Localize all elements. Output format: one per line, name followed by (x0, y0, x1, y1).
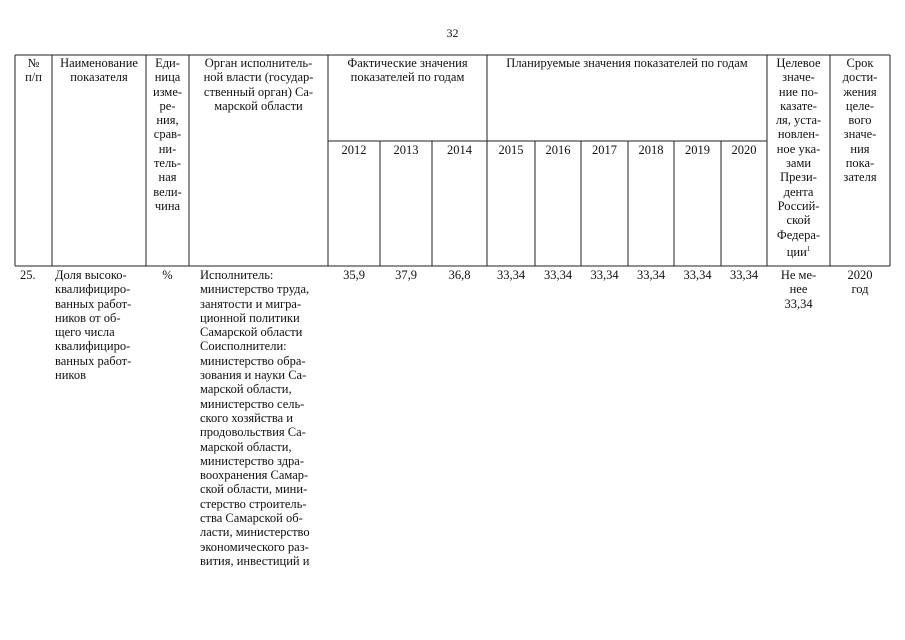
header-name: Наименование показателя (60, 56, 138, 85)
year-header: 2020 (731, 143, 757, 157)
header-unit: Еди- ница изме- ре- ния, срав- ни- тель- ная вели- чина (152, 56, 183, 213)
year-header: 2019 (685, 143, 710, 157)
actual-value: 36,8 (448, 268, 471, 282)
planned-value: 33,34 (636, 268, 666, 282)
row-num: 25. (20, 268, 36, 282)
year-header: 2016 (545, 143, 571, 157)
year-header: 2018 (638, 143, 664, 157)
row-name: Доля высоко- квалифициро- ванных работ- ников от об- щего числа квалифициро- ванных работ- ников (55, 268, 132, 383)
header-deadline: Срок дости- жения целе- вого значе- ния пока- зателя (842, 56, 878, 185)
planned-value: 33,34 (543, 268, 573, 282)
actual-value: 35,9 (343, 268, 365, 282)
row-target: Не ме- нее 33,34 (780, 268, 817, 311)
header-actual-values: Фактические значения показателей по годам (347, 56, 468, 85)
header-planned-values: Планируемые значения показателей по годам (506, 56, 748, 70)
header-organ: Орган исполнитель- ной власти (государ- ственный орган) Са- марской области (203, 56, 314, 113)
planned-value: 33,34 (683, 268, 712, 282)
planned-value: 33,34 (496, 268, 526, 282)
header-num: № п/п (25, 56, 42, 85)
target-footnote-mark: 1 (806, 244, 811, 253)
row-deadline: 2020 год (847, 268, 873, 297)
planned-value: 33,34 (729, 268, 759, 282)
year-header: 2014 (447, 143, 472, 157)
year-header: 2017 (592, 143, 617, 157)
page-number: 32 (446, 26, 459, 40)
year-header: 2012 (341, 143, 367, 157)
actual-value: 37,9 (395, 268, 417, 282)
row-organ: Исполнитель: министерство труда, занятости и мигра- ционной политики Самарской области Соисполнители: министерство обра- зования и науки Са- марской области, министерство сель- ского хозяйства и продовольствия Са- марской области, министерство здра- воохранения Самар- ской области, мини- стерство строитель- ства Самарской об- ласти, министерство экономического раз- вития, инвестиций и (200, 268, 310, 568)
planned-value: 33,34 (590, 268, 619, 282)
year-header: 2015 (498, 143, 524, 157)
header-target: Целевое значе- ние по- казате- ля, уста- новлен- ное ука- зами Прези- дента Россий- ской Федера- ции$^1$ (775, 56, 822, 260)
year-header: 2013 (393, 143, 419, 157)
row-unit: % (162, 268, 173, 282)
